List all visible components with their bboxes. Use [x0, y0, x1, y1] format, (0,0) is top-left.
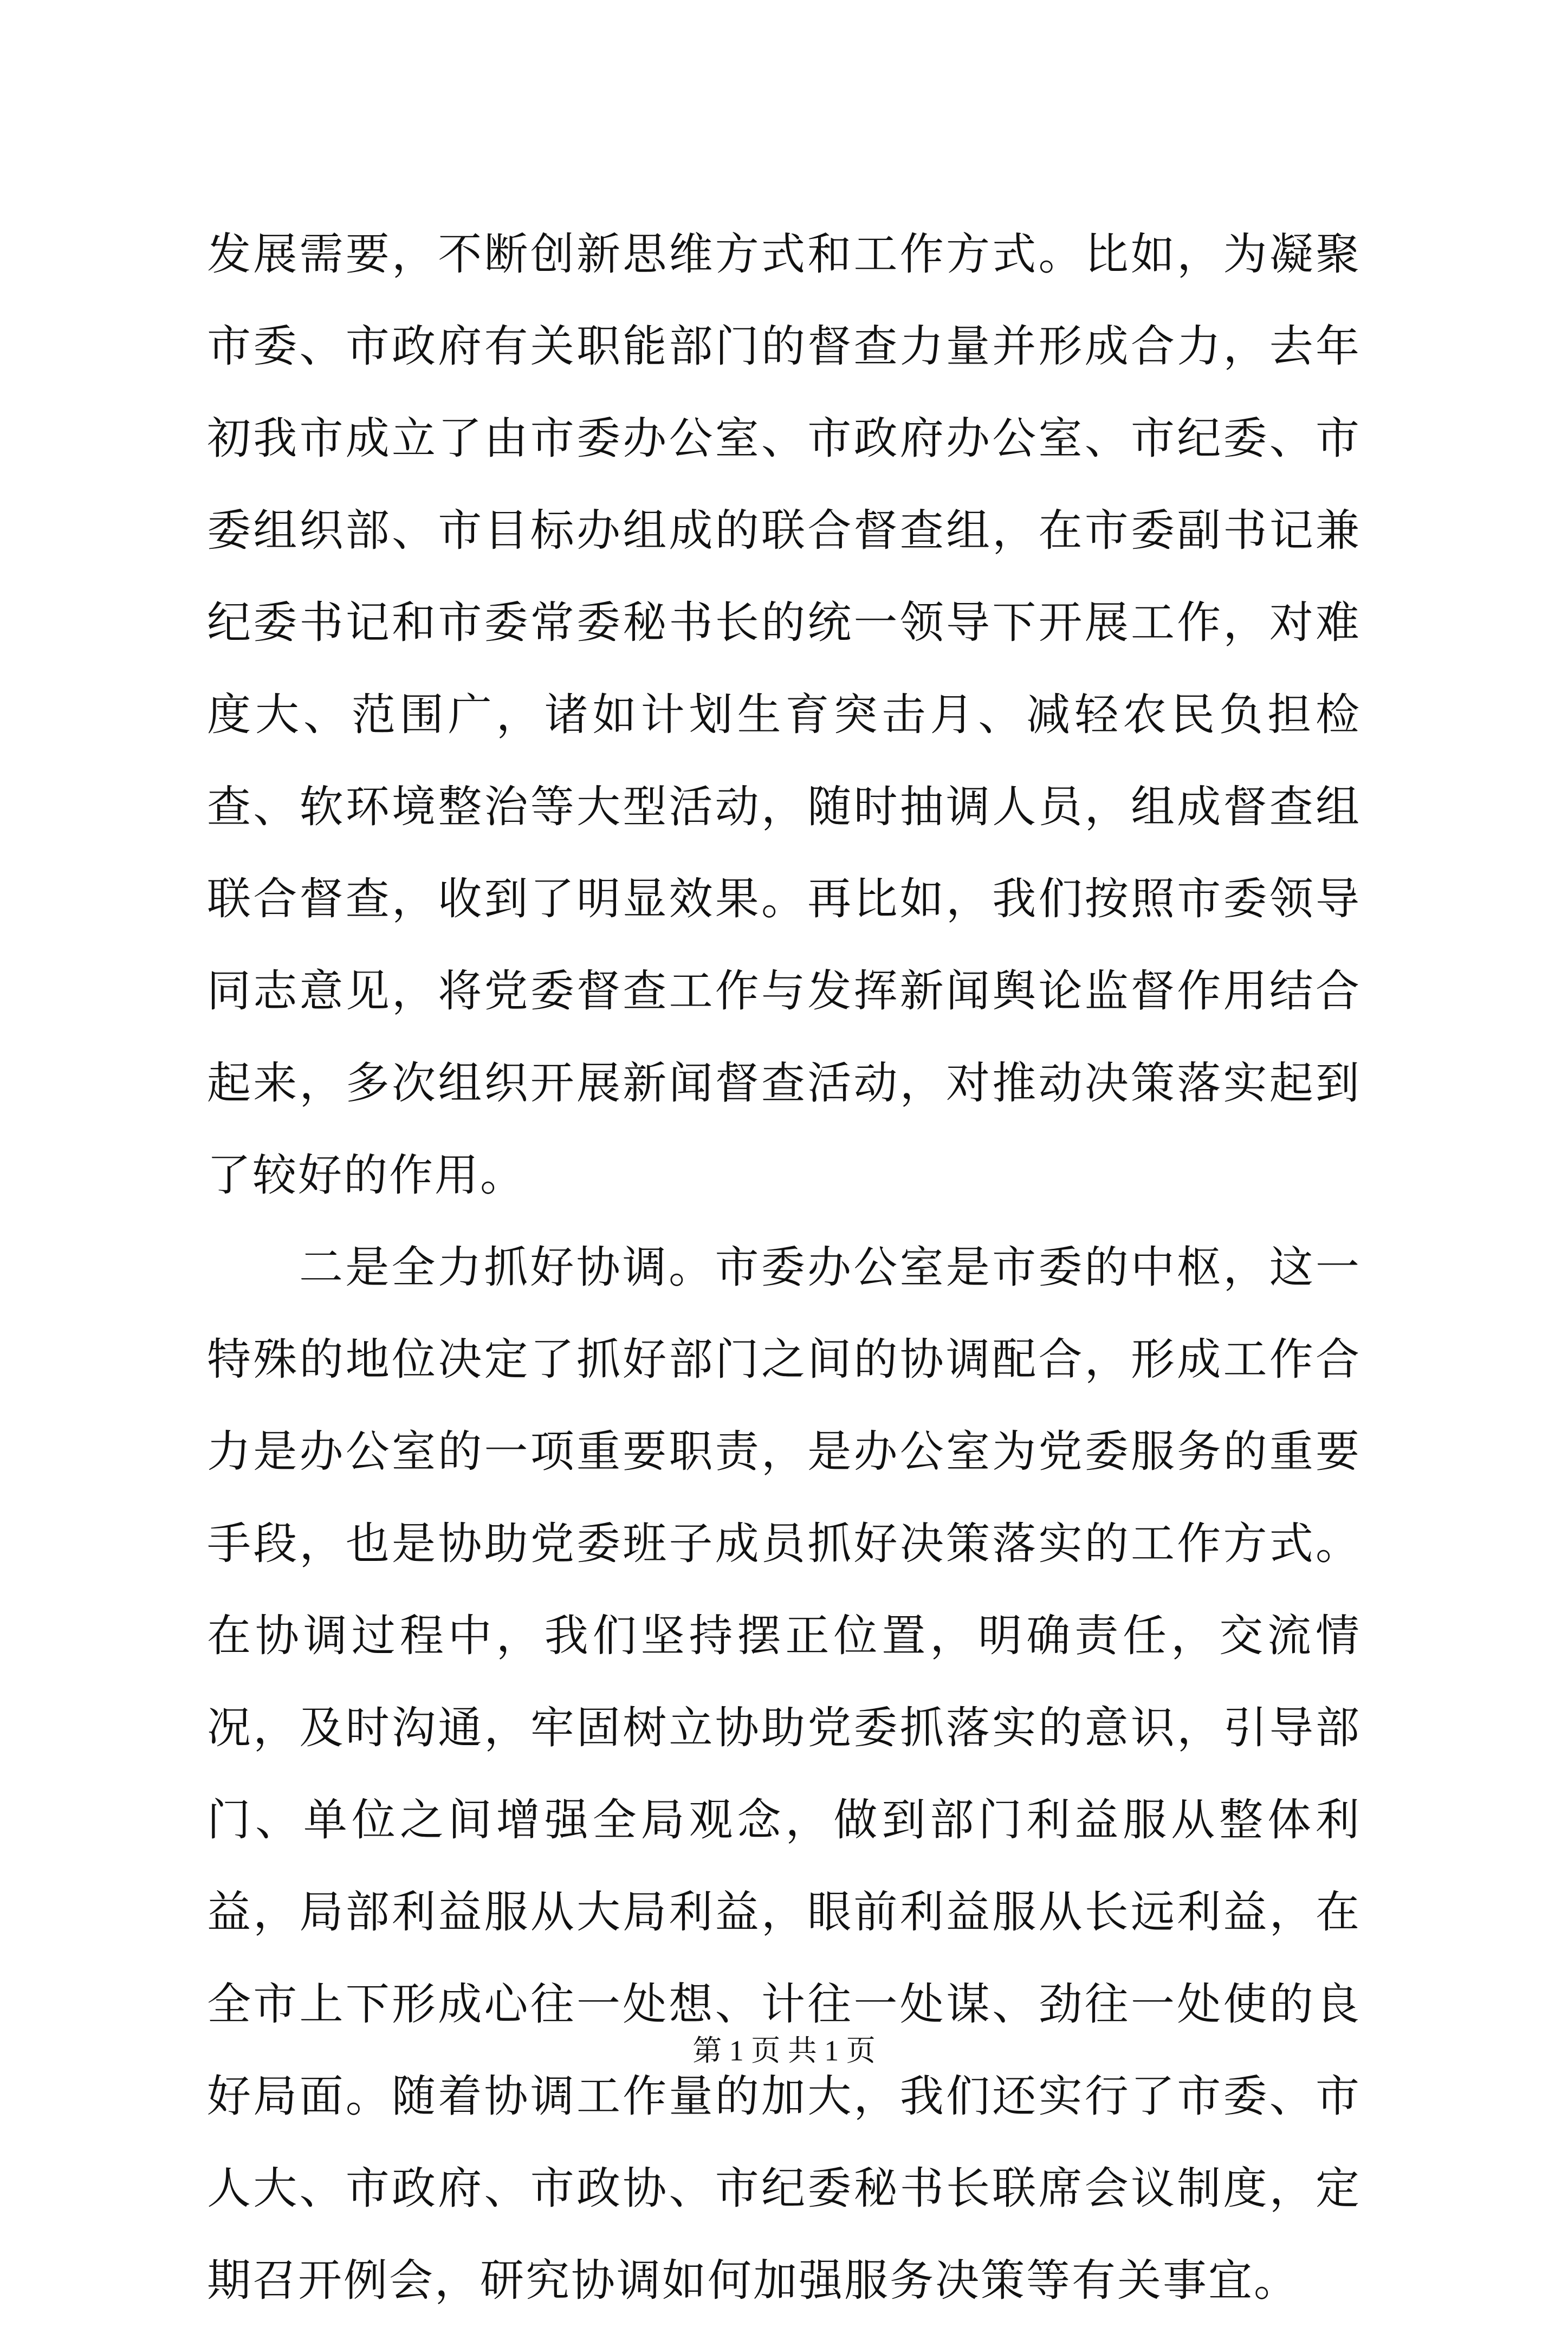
paragraph-2: 二是全力抓好协调。市委办公室是市委的中枢，这一特殊的地位决定了抓好部门之间的协调配合，形成工作合力是办公室的一项重要职责，是办公室为党委服务的重要手段，也是协助党委班子成员抓好决策落实的工作方式。在协调过程中，我们坚持摆正位置，明确责任，交流情况，及时沟通，牢固树立协助党委抓落实的意识，引导部门、单位之间增强全局观念，做到部门利益服从整体利益，局部利益服从大局利益，眼前利益服从长远利益，在全市上下形成心往一处想、计往一处谋、劲往一处使的良好局面。随着协调工作量的加大，我们还实行了市委、市人大、市政府、市政协、市纪委秘书长联席会议制度，定期召开例会，研究协调如何加强服务决策等有关事宜。 — [207, 1242, 1361, 2306]
document-body — [207, 209, 1361, 2327]
paragraph-1: 发展需要，不断创新思维方式和工作方式。比如，为凝聚市委、市政府有关职能部门的督查力量并形成合力，去年初我市成立了由市委办公室、市政府办公室、市纪委、市委组织部、市目标办组成的联合督查组，在市委副书记兼纪委书记和市委常委秘书长的统一领导下开展工作，对难度大、范围广，诸如计划生育突击月、减轻农民负担检查、软环境整治等大型活动，随时抽调人员，组成督查组联合督查，收到了明显效果。再比如，我们按照市委领导同志意见，将党委督查工作与发挥新闻舆论监督作用结合起来，多次组织开展新闻督查活动，对推动决策落实起到了较好的作用。 — [207, 229, 1361, 1201]
page-footer: 第 1 页 共 1 页 — [692, 2034, 876, 2067]
